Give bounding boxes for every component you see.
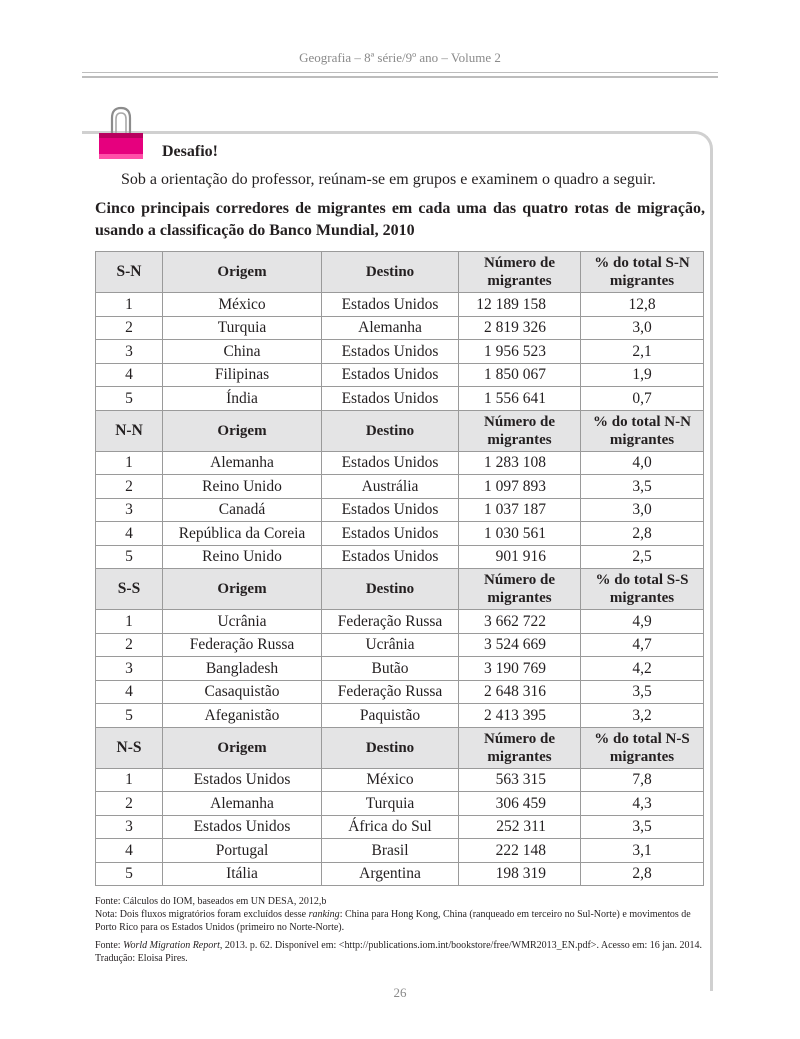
header-rule <box>82 72 718 73</box>
reference-line: Fonte: World Migration Report, 2013. p. 62. Disponível em: <http://publications.iom.int/bookstore/free/WMR2013_EN.pdf>. Acesso em: 16 jan. 2014. Tradução: Eloisa Pires. <box>95 940 702 964</box>
table-section-header <box>96 569 704 610</box>
cell-count: 2 819 326 <box>459 316 581 340</box>
column-header-share: % do total N-S migrantes <box>581 727 704 768</box>
column-header-origin: Origem <box>163 252 322 293</box>
table-row <box>96 498 704 522</box>
page-number: 26 <box>393 985 407 1000</box>
table-row <box>96 862 704 886</box>
table-row <box>96 545 704 569</box>
cell-origin: Ucrânia <box>163 610 322 634</box>
cell-rank: 4 <box>96 839 163 863</box>
cell-count: 2 648 316 <box>459 680 581 704</box>
cell-destination: Federação Russa <box>322 680 459 704</box>
cell-count: 1 097 893 <box>459 475 581 499</box>
table-row <box>96 340 704 364</box>
cell-origin: Itália <box>163 862 322 886</box>
cell-rank: 4 <box>96 363 163 387</box>
cell-share: 0,7 <box>581 387 704 411</box>
cell-destination: Estados Unidos <box>322 293 459 317</box>
column-header-destination: Destino <box>322 727 459 768</box>
cell-count: 2 413 395 <box>459 704 581 728</box>
cell-destination: Brasil <box>322 839 459 863</box>
source-line: Fonte: Cálculos do IOM, baseados em UN DESA, 2012,b <box>95 896 327 907</box>
section-code: N-S <box>96 727 163 768</box>
cell-share: 2,8 <box>581 522 704 546</box>
column-header-origin: Origem <box>163 727 322 768</box>
table-row <box>96 475 704 499</box>
cell-count: 3 662 722 <box>459 610 581 634</box>
cell-rank: 3 <box>96 657 163 681</box>
cell-origin: Canadá <box>163 498 322 522</box>
cell-destination: México <box>322 768 459 792</box>
cell-rank: 3 <box>96 498 163 522</box>
cell-share: 3,2 <box>581 704 704 728</box>
cell-share: 3,5 <box>581 815 704 839</box>
table-row <box>96 610 704 634</box>
table-row <box>96 768 704 792</box>
cell-share: 4,2 <box>581 657 704 681</box>
cell-count: 563 315 <box>459 768 581 792</box>
cell-share: 2,1 <box>581 340 704 364</box>
cell-origin: Bangladesh <box>163 657 322 681</box>
table-section-header <box>96 252 704 293</box>
cell-count: 1 556 641 <box>459 387 581 411</box>
column-header-count: Número de migrantes <box>459 727 581 768</box>
cell-destination: Ucrânia <box>322 633 459 657</box>
column-header-count: Número de migrantes <box>459 569 581 610</box>
cell-count: 306 459 <box>459 792 581 816</box>
cell-count: 1 030 561 <box>459 522 581 546</box>
cell-count: 12 189 158 <box>459 293 581 317</box>
cell-count: 198 319 <box>459 862 581 886</box>
table-row <box>96 704 704 728</box>
cell-rank: 4 <box>96 522 163 546</box>
cell-destination: África do Sul <box>322 815 459 839</box>
column-header-destination: Destino <box>322 569 459 610</box>
table-title: Cinco principais corredores de migrantes em cada uma das quatro rotas de migração, usando a classificação do Banco Mundial, 2010 <box>95 200 705 239</box>
section-code: N-N <box>96 410 163 451</box>
cell-share: 3,5 <box>581 475 704 499</box>
cell-origin: Alemanha <box>163 792 322 816</box>
cell-origin: Reino Unido <box>163 475 322 499</box>
cell-origin: Estados Unidos <box>163 815 322 839</box>
intro-text: Sob a orientação do professor, reúnam-se em grupos e examinem o quadro a seguir. <box>121 171 656 188</box>
column-header-count: Número de migrantes <box>459 252 581 293</box>
cell-count: 1 850 067 <box>459 363 581 387</box>
cell-rank: 2 <box>96 316 163 340</box>
header-rule-thick <box>82 76 718 78</box>
cell-destination: Turquia <box>322 792 459 816</box>
cell-origin: Alemanha <box>163 451 322 475</box>
cell-share: 4,9 <box>581 610 704 634</box>
cell-origin: Portugal <box>163 839 322 863</box>
column-header-share: % do total S-S migrantes <box>581 569 704 610</box>
cell-count: 3 190 769 <box>459 657 581 681</box>
column-header-share: % do total S-N migrantes <box>581 252 704 293</box>
cell-origin: República da Coreia <box>163 522 322 546</box>
table-row <box>96 451 704 475</box>
section-code: S-S <box>96 569 163 610</box>
cell-origin: Turquia <box>163 316 322 340</box>
cell-count: 1 956 523 <box>459 340 581 364</box>
cell-share: 2,8 <box>581 862 704 886</box>
cell-destination: Argentina <box>322 862 459 886</box>
cell-origin: Índia <box>163 387 322 411</box>
cell-share: 3,0 <box>581 498 704 522</box>
migration-corridors-table <box>95 251 704 886</box>
cell-share: 4,7 <box>581 633 704 657</box>
challenge-title: Desafio! <box>162 143 218 160</box>
cell-destination: Estados Unidos <box>322 387 459 411</box>
table-row <box>96 293 704 317</box>
cell-count: 252 311 <box>459 815 581 839</box>
table-row <box>96 363 704 387</box>
cell-destination: Estados Unidos <box>322 498 459 522</box>
cell-count: 1 283 108 <box>459 451 581 475</box>
table-section-header <box>96 410 704 451</box>
table-notes <box>95 895 705 965</box>
cell-origin: Federação Russa <box>163 633 322 657</box>
cell-share: 3,5 <box>581 680 704 704</box>
column-header-destination: Destino <box>322 410 459 451</box>
cell-rank: 3 <box>96 340 163 364</box>
column-header-destination: Destino <box>322 252 459 293</box>
cell-rank: 4 <box>96 680 163 704</box>
cell-share: 3,1 <box>581 839 704 863</box>
cell-count: 3 524 669 <box>459 633 581 657</box>
running-header: Geografia – 8ª série/9º ano – Volume 2 <box>299 50 501 65</box>
section-code: S-N <box>96 252 163 293</box>
cell-destination: Austrália <box>322 475 459 499</box>
cell-rank: 1 <box>96 293 163 317</box>
table-row <box>96 680 704 704</box>
cell-destination: Estados Unidos <box>322 545 459 569</box>
cell-origin: Afeganistão <box>163 704 322 728</box>
cell-rank: 5 <box>96 862 163 886</box>
cell-rank: 2 <box>96 792 163 816</box>
table-row <box>96 387 704 411</box>
binder-clip-icon <box>96 106 146 162</box>
cell-origin: Reino Unido <box>163 545 322 569</box>
cell-rank: 5 <box>96 545 163 569</box>
cell-count: 1 037 187 <box>459 498 581 522</box>
column-header-count: Número de migrantes <box>459 410 581 451</box>
table-row <box>96 633 704 657</box>
cell-share: 12,8 <box>581 293 704 317</box>
table-row <box>96 522 704 546</box>
cell-destination: Paquistão <box>322 704 459 728</box>
note-line: Nota: Dois fluxos migratórios foram excluídos desse ranking: China para Hong Kong, China (ranqueado em terceiro no Sul-Norte) e movimentos de Porto Rico para os Estados Unidos (primeiro no Norte-Norte). <box>95 909 691 933</box>
column-header-origin: Origem <box>163 569 322 610</box>
table-row <box>96 792 704 816</box>
column-header-origin: Origem <box>163 410 322 451</box>
cell-origin: China <box>163 340 322 364</box>
cell-count: 222 148 <box>459 839 581 863</box>
table-row <box>96 657 704 681</box>
cell-rank: 1 <box>96 451 163 475</box>
table-row <box>96 839 704 863</box>
table-row <box>96 815 704 839</box>
cell-destination: Estados Unidos <box>322 522 459 546</box>
cell-origin: Estados Unidos <box>163 768 322 792</box>
cell-rank: 5 <box>96 704 163 728</box>
cell-origin: México <box>163 293 322 317</box>
table-section-header <box>96 727 704 768</box>
cell-destination: Estados Unidos <box>322 340 459 364</box>
cell-rank: 5 <box>96 387 163 411</box>
cell-rank: 2 <box>96 475 163 499</box>
cell-destination: Alemanha <box>322 316 459 340</box>
cell-share: 4,3 <box>581 792 704 816</box>
cell-rank: 3 <box>96 815 163 839</box>
cell-count: 901 916 <box>459 545 581 569</box>
cell-destination: Federação Russa <box>322 610 459 634</box>
cell-share: 7,8 <box>581 768 704 792</box>
cell-share: 4,0 <box>581 451 704 475</box>
cell-rank: 2 <box>96 633 163 657</box>
cell-share: 2,5 <box>581 545 704 569</box>
cell-share: 1,9 <box>581 363 704 387</box>
cell-destination: Estados Unidos <box>322 363 459 387</box>
cell-rank: 1 <box>96 768 163 792</box>
column-header-share: % do total N-N migrantes <box>581 410 704 451</box>
cell-share: 3,0 <box>581 316 704 340</box>
cell-origin: Casaquistão <box>163 680 322 704</box>
table-row <box>96 316 704 340</box>
cell-destination: Estados Unidos <box>322 451 459 475</box>
cell-rank: 1 <box>96 610 163 634</box>
cell-destination: Butão <box>322 657 459 681</box>
cell-origin: Filipinas <box>163 363 322 387</box>
